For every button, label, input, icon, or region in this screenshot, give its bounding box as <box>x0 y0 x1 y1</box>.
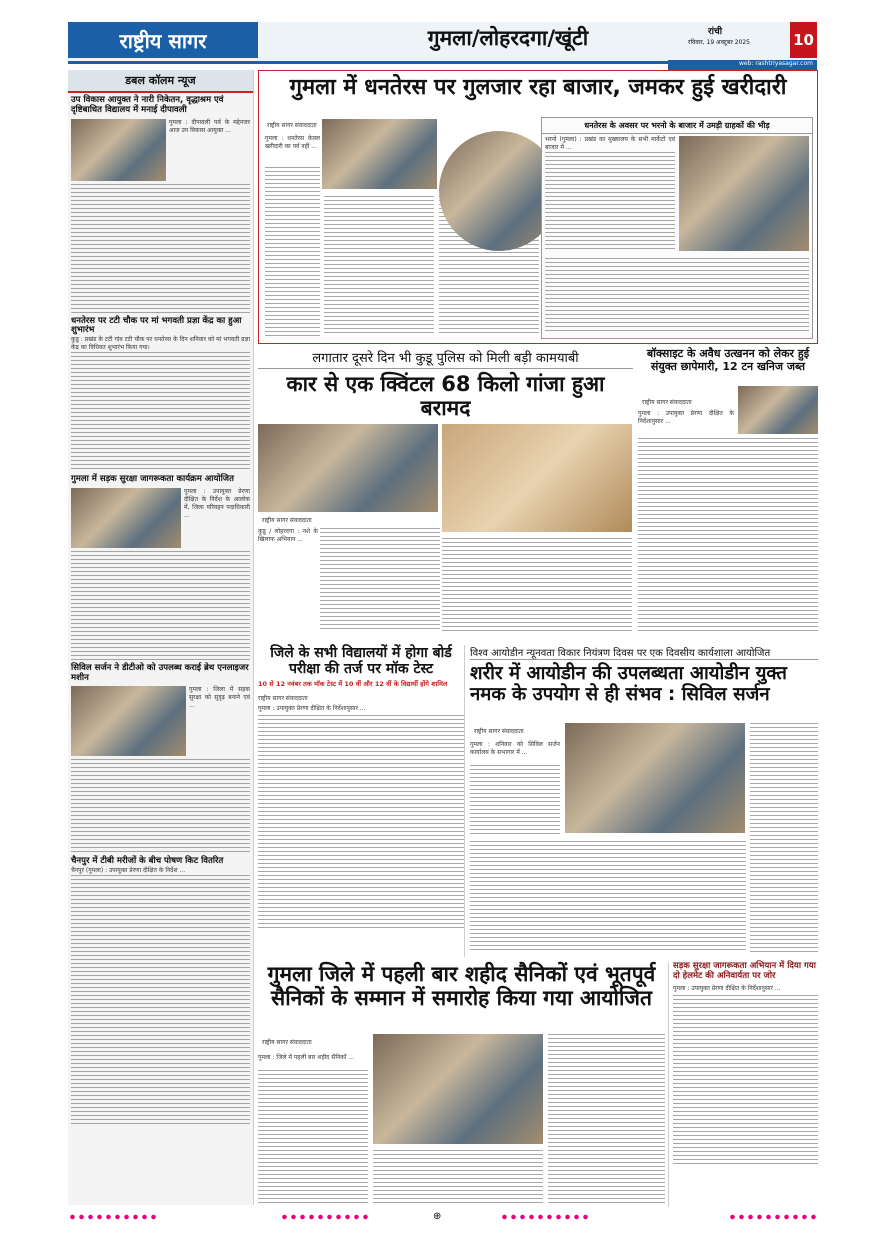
story-lead: गुमला : दीपावली पर्व के मद्देनजर आज उप विकास आयुक्त ... <box>169 118 250 134</box>
byline: राष्ट्रीय सागर संवाददाता <box>262 1039 312 1046</box>
byline: राष्ट्रीय सागर संवाददाता <box>267 122 317 129</box>
soldiers-story <box>258 962 665 1207</box>
story-lead: गुमला : जिले में पहली बार शहीद सैनिकों ... <box>258 1054 355 1061</box>
mock-test-story <box>258 645 465 957</box>
story-lead: गुमला : जिला में सड़क सुरक्षा को सुदृढ़ बनाने एवं ... <box>189 686 250 710</box>
story-headline: सिविल सर्जन ने डीटीओ को उपलब्ध कराई ब्रेथ एनलाइजर मशीन <box>71 662 249 683</box>
website-link[interactable]: web: rashtriyasagar.com <box>668 60 817 70</box>
road-safety-story <box>668 962 818 1207</box>
brand-logo: राष्ट्रीय सागर <box>68 22 258 58</box>
story-headline: चैनपुर में टीबी मरीजों के बीच पोषण किट वितरित <box>71 856 224 867</box>
story-headline: गुमला में सड़क सुरक्षा जागरूकता कार्यक्रम आयोजित <box>71 474 234 485</box>
page-number: 10 <box>790 22 817 58</box>
sidebar-photo <box>679 136 809 251</box>
top-story <box>258 70 818 344</box>
story-lead: कुडू : प्रखंड के टटी गांव टटी चौक पर धनतेरस के दिन शनिवार को मां भगवती प्रज्ञा केंद्र का विधिवत शुभारंभ किया गया। <box>71 336 250 352</box>
column-title: डबल कॉलम न्यूज <box>68 70 253 93</box>
seized-ganja-photo <box>442 424 632 532</box>
byline: राष्ट्रीय सागर संवाददाता <box>262 517 312 525</box>
story-lead: गुमला : उपायुक्त प्रेरणा दीक्षित के निर्देशानुसार ... <box>638 410 734 425</box>
story-body <box>258 424 633 634</box>
edition-city: रांची <box>708 27 723 37</box>
story-headline: कार से एक क्विंटल 68 किलो गांजा हुआ बरामद <box>258 372 633 420</box>
registration-mark-icon: ⊕ <box>433 1211 442 1222</box>
sidebar-story <box>541 117 813 339</box>
sidebar-title: धनतेरस के अवसर पर भरनो के बाजार में उमड़ी ग्राहकों की भीड़ <box>542 118 812 134</box>
edition-date: रविवार, 19 अक्टूबर 2025 <box>688 39 750 46</box>
byline: राष्ट्रीय सागर संवाददाता <box>474 728 524 735</box>
byline: राष्ट्रीय सागर संवाददाता <box>258 695 308 703</box>
story-lead: गुमला : उपायुक्त प्रेरणा दीक्षित के निर्देश के आलोक में, जिला परिवहन पदाधिकारी ... <box>184 487 250 519</box>
bauxite-story <box>638 348 818 640</box>
story-lead: गुमला : उपायुक्त प्रेरणा दीक्षित के निर्देशानुसार ... <box>673 984 781 992</box>
masthead <box>68 22 817 67</box>
section-title: गुमला/लोहरदगा/खूंटी <box>427 26 589 50</box>
story-kicker: विश्व आयोडीन न्यूनवता विकार नियंत्रण दिवस पर एक दिवसीय कार्यशाला आयोजित <box>470 645 818 660</box>
byline: राष्ट्रीय सागर संवाददाता <box>642 399 692 406</box>
story-photo <box>373 1034 543 1144</box>
footer-decoration <box>68 1214 158 1220</box>
story-headline: बॉक्साइट के अवैध उत्खनन को लेकर हुई संयुक्त छापेमारी, 12 टन खनिज जब्त <box>646 347 810 373</box>
story-lead: चैनपुर (गुमला) : उपायुक्त प्रेरणा दीक्षित के निर्देश ... <box>71 867 186 875</box>
story-kicker: लगातार दूसरे दिन भी कुडू पुलिस को मिली बड़ी कामयाबी <box>258 348 633 369</box>
story-photo <box>258 424 438 512</box>
story-headline: गुमला जिले में पहली बार शहीद सैनिकों एवं भूतपूर्व सैनिकों के सम्मान में समारोह किया गया आयोजित <box>267 962 656 1011</box>
story-photo <box>738 386 818 434</box>
story-headline: सड़क सुरक्षा जागरूकता अभियान में दिया गया दो हेलमेट की अनिवार्यता पर जोर <box>673 961 816 981</box>
iodine-story <box>470 645 818 957</box>
ganja-story <box>258 348 633 640</box>
story-headline: जिले के सभी विद्यालयों में होगा बोर्ड परीक्षा की तर्ज पर मॉक टेस्ट <box>270 645 452 678</box>
left-column <box>68 70 254 1205</box>
story-lead: गुमला : शनिवार को सिविल सर्जन कार्यालय के सभागार में ... <box>470 741 560 756</box>
story-lead: गुमला : उपायुक्त प्रेरणा दीक्षित के निर्देशानुसार ... <box>258 705 366 713</box>
story-headline: धनतेरस पर टटी चौक पर मां भगवती प्रज्ञा केंद्र का हुआ शुभारंभ <box>71 315 242 336</box>
story-photo <box>71 686 186 756</box>
story-photo <box>565 723 745 833</box>
story-headline: उप विकास आयुक्त ने नारी निकेतन, वृद्धाश्रम एवं दृष्टिबाधित विद्यालय में मनाई दीपावली <box>71 95 224 115</box>
footer-decoration <box>728 1214 818 1220</box>
footer-decoration <box>500 1214 590 1220</box>
story-headline: गुमला में धनतेरस पर गुलजार रहा बाजार, जमकर हुई खरीदारी <box>289 75 787 100</box>
footer-decoration <box>280 1214 370 1220</box>
story-photo <box>322 119 437 189</box>
story-lead: कुडू / लोहरदगा : नशे के खिलाफ अभियान ... <box>258 528 318 544</box>
story-photo <box>71 119 166 181</box>
sidebar-lead: भरनो (गुमला) : प्रखंड का मुख्यालय के सभी मार्केटों एवं बाजार में ... <box>545 136 675 151</box>
story-lead: गुमला : धनतेरस केवल खरीदारी का पर्व नहीं ... <box>265 135 320 150</box>
story-subheadline: 10 से 12 नवंबर तक मॉक टेस्ट में 10 वीं और 12 वीं के विद्यार्थी होंगे शामिल <box>258 680 448 689</box>
story-headline: शरीर में आयोडीन की उपलब्धता आयोडीन युक्त नमक के उपयोग से ही संभव : सिविल सर्जन <box>470 663 787 706</box>
story-photo <box>71 488 181 548</box>
